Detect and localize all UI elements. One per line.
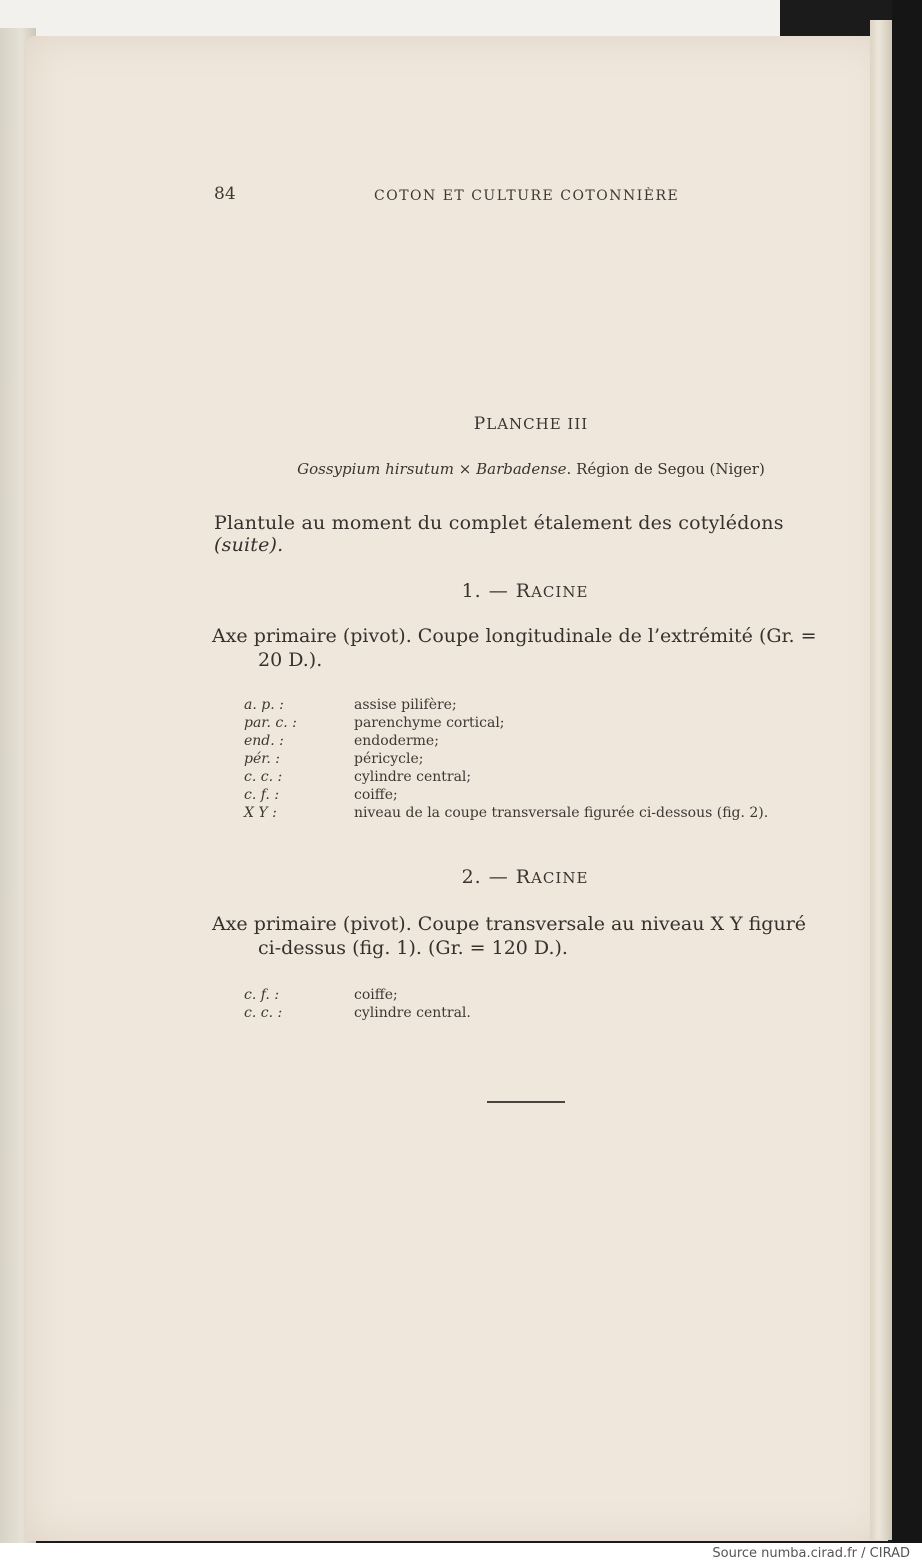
legend-row: c. f. : coiffe; xyxy=(244,787,398,803)
running-head xyxy=(0,184,922,208)
paragraph-line-1: Axe primaire (pivot). Coupe longitudinale de l’extrémité (Gr. = xyxy=(212,625,817,647)
subject-suffix: (suite). xyxy=(214,534,284,556)
legend-row: pér. : péricycle; xyxy=(244,751,424,767)
paragraph-line-2: ci-dessus (fig. 1). (Gr. = 120 D.). xyxy=(258,937,568,959)
legend-row: par. c. : parenchyme cortical; xyxy=(244,715,505,731)
legend-row: a. p. : assise pilifère; xyxy=(244,697,457,713)
section-heading-1: 1. — RACINE xyxy=(461,580,589,602)
source-footer xyxy=(0,1543,922,1566)
section-1-paragraph xyxy=(212,624,844,672)
paragraph-line-2: 20 D.). xyxy=(258,649,323,671)
cross-symbol: × xyxy=(458,460,472,478)
species-name-2: Barbadense xyxy=(476,460,567,478)
legend-row: c. c. : cylindre central; xyxy=(244,769,472,785)
subject-line: Plantule au moment du complet étalement des cotylédons (suite). xyxy=(214,512,784,556)
journal-title: COTON ET CULTURE COTONNIÈRE xyxy=(374,188,680,204)
page-number: 84 xyxy=(214,184,236,204)
species-line xyxy=(70,460,922,478)
legend-row: c. c. : cylindre central. xyxy=(244,1005,471,1021)
region-text: . Région de Segou (Niger) xyxy=(566,460,765,478)
legend-row: X Y : niveau de la coupe transversale figurée ci-dessous (fig. 2). xyxy=(244,805,769,821)
section-2-paragraph xyxy=(212,912,844,960)
page-stack-edge xyxy=(870,20,892,1540)
source-credit: Source numba.cirad.fr / CIRAD xyxy=(712,1546,910,1561)
section-heading-2: 2. — RACINE xyxy=(461,866,589,888)
scan-top-strip xyxy=(0,0,780,40)
right-dark-edge xyxy=(892,0,922,1543)
section-1-legend xyxy=(244,696,768,822)
end-rule xyxy=(487,1101,565,1103)
paragraph-line-1: Axe primaire (pivot). Coupe transversale au niveau X Y figuré xyxy=(212,913,807,935)
species-name-1: Gossypium hirsutum xyxy=(297,460,454,478)
section-2-legend xyxy=(244,986,471,1022)
legend-row: end. : endoderme; xyxy=(244,733,439,749)
plate-title: PLANCHE III xyxy=(473,414,589,434)
legend-row: c. f. : coiffe; xyxy=(244,987,398,1003)
